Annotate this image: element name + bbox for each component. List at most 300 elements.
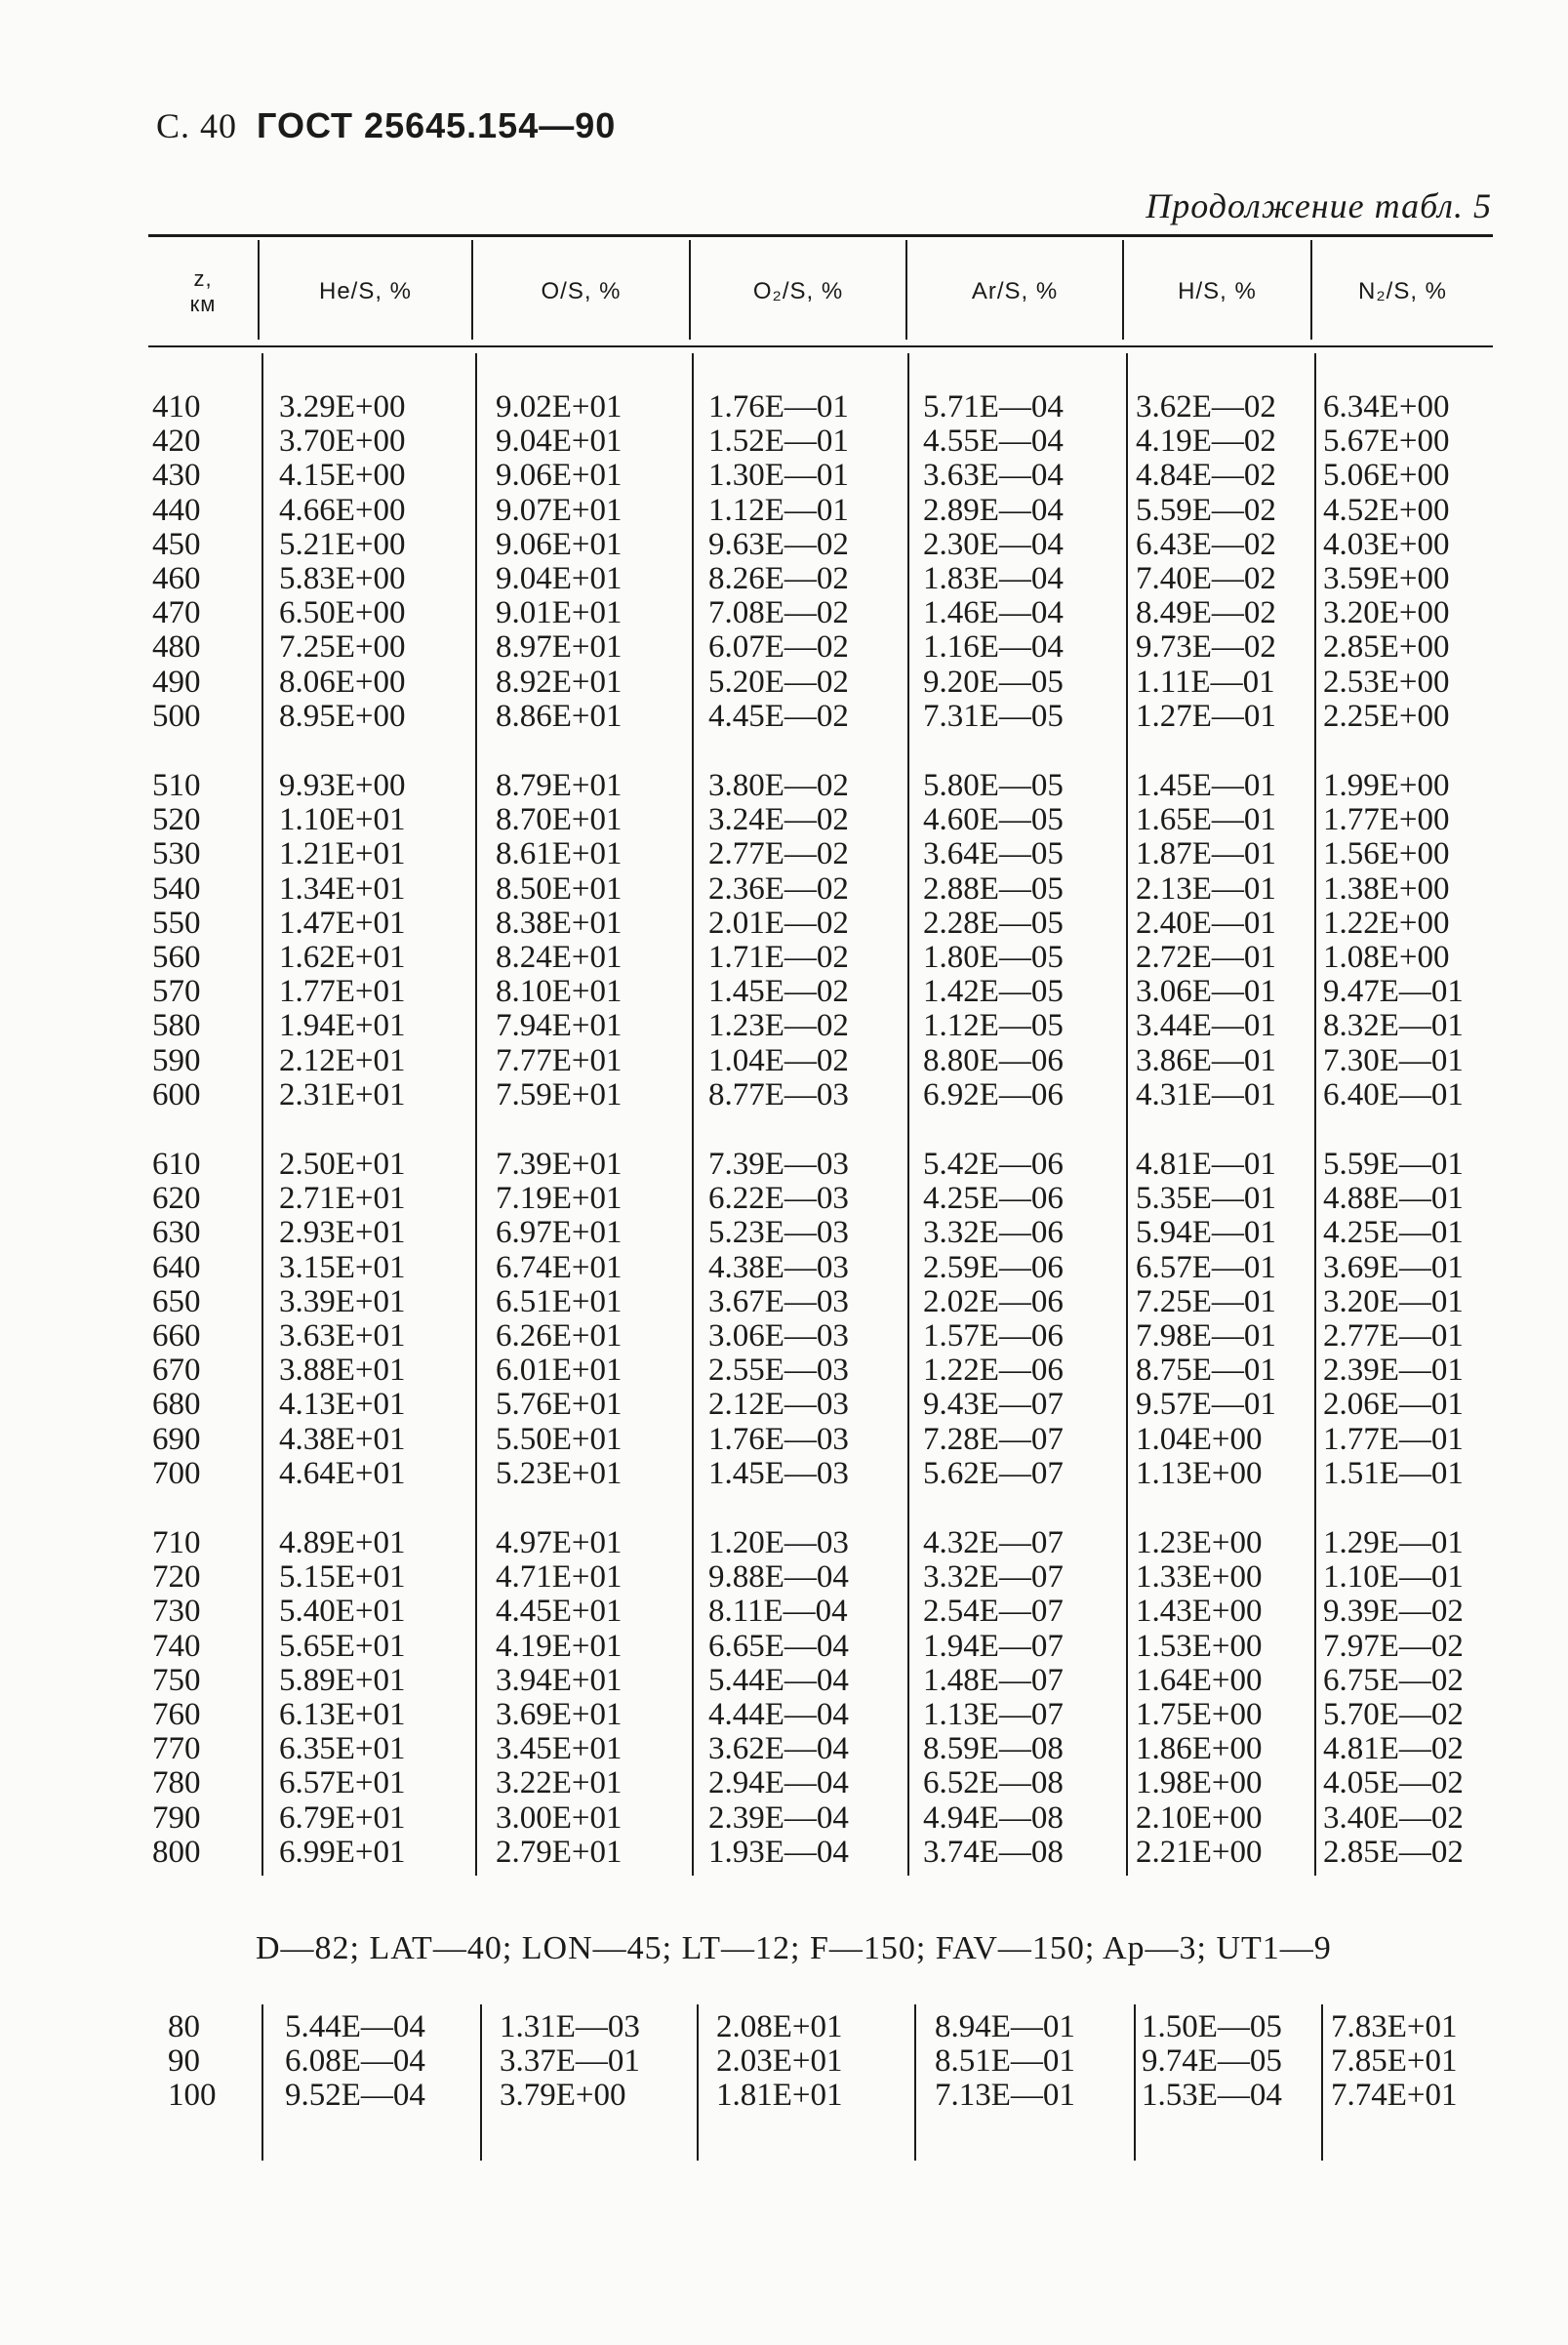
value-cell: 5.50E+01 (496, 1421, 623, 1457)
value-cell: 7.08E—02 (708, 595, 849, 631)
value-cell: 1.22E+00 (1323, 905, 1450, 941)
value-cell: 4.84E—02 (1136, 458, 1276, 494)
value-cell: 5.70E—02 (1323, 1697, 1464, 1732)
value-cell: 8.32E—01 (1323, 1008, 1464, 1044)
value-cell: 7.40E—02 (1136, 561, 1276, 596)
value-cell: 6.97E+01 (496, 1215, 623, 1251)
value-cell: 8.26E—02 (708, 561, 849, 596)
value-cell: 8.24E+01 (496, 940, 623, 975)
value-cell: 1.62E+01 (279, 940, 406, 975)
value-cell: 1.77E+01 (279, 974, 406, 1010)
value-cell: 3.79E+00 (500, 2078, 626, 2113)
value-cell: 3.44E—01 (1136, 1008, 1276, 1044)
altitude-cell: 730 (152, 1594, 201, 1630)
altitude-cell: 520 (152, 802, 201, 838)
value-cell: 2.13E—01 (1136, 870, 1276, 907)
altitude-cell: 720 (152, 1559, 201, 1596)
value-cell: 3.06E—01 (1136, 974, 1276, 1010)
altitude-cell: 100 (168, 2078, 217, 2113)
value-cell: 2.39E—01 (1323, 1353, 1464, 1389)
value-cell: 1.30E—01 (708, 458, 849, 494)
value-cell: 7.74E+01 (1331, 2078, 1458, 2113)
value-cell: 8.94E—01 (935, 2009, 1075, 2044)
value-cell: 9.06E+01 (496, 458, 623, 494)
value-cell: 3.40E—02 (1323, 1799, 1464, 1836)
value-cell: 6.75E—02 (1323, 1662, 1464, 1698)
table-row (0, 907, 1568, 941)
value-cell: 8.59E—08 (923, 1731, 1064, 1767)
value-cell: 5.42E—06 (923, 1147, 1064, 1182)
value-cell: 2.08E+01 (716, 2009, 843, 2044)
table-row (0, 1801, 1568, 1836)
altitude-cell: 550 (152, 905, 201, 941)
altitude-cell: 650 (152, 1283, 201, 1319)
value-cell: 7.25E—01 (1136, 1283, 1276, 1319)
value-cell: 5.44E—04 (708, 1662, 849, 1698)
value-cell: 3.94E+01 (496, 1662, 623, 1698)
value-cell: 3.37E—01 (500, 2043, 640, 2079)
value-cell: 1.27E—01 (1136, 698, 1276, 734)
value-cell: 9.06E+01 (496, 526, 623, 562)
value-cell: 4.44E—04 (708, 1697, 849, 1732)
value-cell: 5.23E—03 (708, 1215, 849, 1251)
value-cell: 2.36E—02 (708, 870, 849, 907)
value-cell: 5.71E—04 (923, 389, 1064, 425)
value-cell: 7.77E+01 (496, 1042, 623, 1078)
value-cell: 3.74E—08 (923, 1834, 1064, 1870)
value-cell: 9.88E—04 (708, 1559, 849, 1596)
value-cell: 6.34E+00 (1323, 389, 1450, 425)
value-cell: 8.77E—03 (708, 1076, 849, 1112)
value-cell: 3.32E—07 (923, 1559, 1064, 1596)
value-cell: 6.92E—06 (923, 1076, 1064, 1112)
value-cell: 2.12E—03 (708, 1387, 849, 1423)
altitude-cell: 490 (152, 664, 201, 700)
value-cell: 4.81E—02 (1323, 1731, 1464, 1767)
value-cell: 1.23E+00 (1136, 1525, 1263, 1560)
value-cell: 1.52E—01 (708, 424, 849, 460)
value-cell: 2.88E—05 (923, 870, 1064, 907)
value-cell: 1.94E—07 (923, 1628, 1064, 1664)
value-cell: 3.06E—03 (708, 1318, 849, 1354)
value-cell: 4.97E+01 (496, 1525, 623, 1560)
value-cell: 1.65E—01 (1136, 802, 1276, 838)
value-cell: 3.00E+01 (496, 1799, 623, 1836)
value-cell: 3.86E—01 (1136, 1042, 1276, 1078)
value-cell: 7.25E+00 (279, 629, 406, 666)
altitude-cell: 620 (152, 1181, 201, 1217)
value-cell: 5.15E+01 (279, 1559, 406, 1596)
value-cell: 6.57E—01 (1136, 1249, 1276, 1285)
altitude-cell: 710 (152, 1525, 201, 1560)
value-cell: 1.21E+01 (279, 836, 406, 872)
value-cell: 9.04E+01 (496, 424, 623, 460)
altitude-cell: 430 (152, 458, 201, 494)
value-cell: 3.69E+01 (496, 1697, 623, 1732)
altitude-cell: 760 (152, 1697, 201, 1732)
value-cell: 1.76E—01 (708, 389, 849, 425)
column-header-he: He/S, % (318, 278, 413, 304)
value-cell: 1.12E—01 (708, 492, 849, 528)
value-cell: 4.45E—02 (708, 698, 849, 734)
value-cell: 7.98E—01 (1136, 1318, 1276, 1354)
value-cell: 7.19E+01 (496, 1181, 623, 1217)
value-cell: 1.45E—03 (708, 1455, 849, 1491)
value-cell: 5.40E+01 (279, 1594, 406, 1630)
value-cell: 1.77E—01 (1323, 1421, 1464, 1457)
value-cell: 2.40E—01 (1136, 905, 1276, 941)
value-cell: 6.07E—02 (708, 629, 849, 666)
table-row (0, 975, 1568, 1009)
value-cell: 7.97E—02 (1323, 1628, 1464, 1664)
value-cell: 4.05E—02 (1323, 1765, 1464, 1801)
value-cell: 1.12E—05 (923, 1008, 1064, 1044)
value-cell: 3.62E—04 (708, 1731, 849, 1767)
value-cell: 1.77E+00 (1323, 802, 1450, 838)
value-cell: 3.80E—02 (708, 768, 849, 803)
value-cell: 4.94E—08 (923, 1799, 1064, 1836)
altitude-cell: 660 (152, 1318, 201, 1354)
value-cell: 6.13E+01 (279, 1697, 406, 1732)
value-cell: 6.74E+01 (496, 1249, 623, 1285)
value-cell: 6.79E+01 (279, 1799, 406, 1836)
value-cell: 2.02E—06 (923, 1283, 1064, 1319)
table-row (0, 2010, 1568, 2044)
value-cell: 4.38E+01 (279, 1421, 406, 1457)
table-row (0, 1664, 1568, 1698)
value-cell: 5.65E+01 (279, 1628, 406, 1664)
value-cell: 4.38E—03 (708, 1249, 849, 1285)
value-cell: 5.62E—07 (923, 1455, 1064, 1491)
value-cell: 2.25E+00 (1323, 698, 1450, 734)
value-cell: 4.81E—01 (1136, 1147, 1276, 1182)
value-cell: 1.93E—04 (708, 1834, 849, 1870)
value-cell: 7.30E—01 (1323, 1042, 1464, 1078)
value-cell: 9.39E—02 (1323, 1594, 1464, 1630)
value-cell: 1.38E+00 (1323, 870, 1450, 907)
value-cell: 8.70E+01 (496, 802, 623, 838)
value-cell: 1.20E—03 (708, 1525, 849, 1560)
continuation-caption: Продолжение табл. 5 (1146, 186, 1492, 225)
value-cell: 3.63E+01 (279, 1318, 406, 1354)
value-cell: 7.59E+01 (496, 1076, 623, 1112)
value-cell: 9.43E—07 (923, 1387, 1064, 1423)
value-cell: 3.59E+00 (1323, 561, 1450, 596)
value-cell: 3.63E—04 (923, 458, 1064, 494)
value-cell: 1.53E—04 (1142, 2078, 1282, 2113)
value-cell: 1.43E+00 (1136, 1594, 1263, 1630)
altitude-cell: 80 (168, 2009, 200, 2044)
value-cell: 7.13E—01 (935, 2078, 1075, 2113)
value-cell: 3.29E+00 (279, 389, 406, 425)
value-cell: 1.13E+00 (1136, 1455, 1263, 1491)
altitude-cell: 680 (152, 1387, 201, 1423)
altitude-cell: 740 (152, 1628, 201, 1664)
table-row (0, 1526, 1568, 1560)
table-row (0, 1595, 1568, 1629)
table-row (0, 562, 1568, 596)
altitude-cell: 570 (152, 974, 201, 1010)
value-cell: 4.15E+00 (279, 458, 406, 494)
table-row (0, 1698, 1568, 1732)
value-cell: 4.19E+01 (496, 1628, 623, 1664)
table-row (0, 1009, 1568, 1043)
page-number: С. 40 (156, 106, 238, 145)
altitude-cell: 450 (152, 526, 201, 562)
value-cell: 7.39E—03 (708, 1147, 849, 1182)
value-cell: 8.50E+01 (496, 870, 623, 907)
value-cell: 4.03E+00 (1323, 526, 1450, 562)
value-cell: 7.83E+01 (1331, 2009, 1458, 2044)
value-cell: 2.93E+01 (279, 1215, 406, 1251)
table-row (0, 1354, 1568, 1388)
value-cell: 7.94E+01 (496, 1008, 623, 1044)
value-cell: 1.29E—01 (1323, 1525, 1464, 1560)
value-cell: 4.45E+01 (496, 1594, 623, 1630)
value-cell: 5.06E+00 (1323, 458, 1450, 494)
value-cell: 1.56E+00 (1323, 836, 1450, 872)
value-cell: 9.04E+01 (496, 561, 623, 596)
value-cell: 9.93E+00 (279, 768, 406, 803)
table-row (0, 390, 1568, 425)
column-header-o: O/S, % (541, 278, 622, 304)
value-cell: 8.61E+01 (496, 836, 623, 872)
value-cell: 8.38E+01 (496, 905, 623, 941)
value-cell: 9.57E—01 (1136, 1387, 1276, 1423)
altitude-cell: 410 (152, 389, 201, 425)
value-cell: 1.87E—01 (1136, 836, 1276, 872)
table-row (0, 1319, 1568, 1354)
table-row (0, 769, 1568, 803)
value-cell: 5.23E+01 (496, 1455, 623, 1491)
table-row (0, 1423, 1568, 1457)
value-cell: 5.89E+01 (279, 1662, 406, 1698)
table-header-rule (148, 345, 1493, 347)
value-cell: 6.35E+01 (279, 1731, 406, 1767)
value-cell: 1.34E+01 (279, 870, 406, 907)
table-row (0, 1182, 1568, 1216)
value-cell: 8.92E+01 (496, 664, 623, 700)
value-cell: 2.28E—05 (923, 905, 1064, 941)
table-row (0, 872, 1568, 907)
value-cell: 1.45E—02 (708, 974, 849, 1010)
value-cell: 1.31E—03 (500, 2009, 640, 2044)
value-cell: 6.08E—04 (285, 2043, 425, 2079)
value-cell: 9.20E—05 (923, 664, 1064, 700)
value-cell: 2.39E—04 (708, 1799, 849, 1836)
table-row (0, 596, 1568, 630)
altitude-cell: 510 (152, 768, 201, 803)
column-header-altitude: z, км (189, 266, 217, 316)
table-row (0, 1044, 1568, 1078)
altitude-cell: 420 (152, 424, 201, 460)
value-cell: 7.85E+01 (1331, 2043, 1458, 2079)
value-cell: 2.54E—07 (923, 1594, 1064, 1630)
value-cell: 8.06E+00 (279, 664, 406, 700)
table-row (0, 528, 1568, 562)
value-cell: 3.67E—03 (708, 1283, 849, 1319)
value-cell: 9.01E+01 (496, 595, 623, 631)
value-cell: 2.06E—01 (1323, 1387, 1464, 1423)
altitude-cell: 560 (152, 940, 201, 975)
page-header (156, 105, 616, 146)
altitude-cell: 790 (152, 1799, 201, 1836)
value-cell: 2.85E—02 (1323, 1834, 1464, 1870)
value-cell: 2.01E—02 (708, 905, 849, 941)
value-cell: 3.45E+01 (496, 1731, 623, 1767)
value-cell: 1.99E+00 (1323, 768, 1450, 803)
table-row (0, 494, 1568, 528)
value-cell: 1.10E+01 (279, 802, 406, 838)
value-cell: 3.20E—01 (1323, 1283, 1464, 1319)
table-row (0, 2044, 1568, 2079)
value-cell: 3.24E—02 (708, 802, 849, 838)
altitude-cell: 610 (152, 1147, 201, 1182)
altitude-cell: 670 (152, 1353, 201, 1389)
value-cell: 3.22E+01 (496, 1765, 623, 1801)
altitude-cell: 530 (152, 836, 201, 872)
altitude-cell: 800 (152, 1834, 201, 1870)
altitude-cell: 500 (152, 698, 201, 734)
altitude-cell: 90 (168, 2043, 200, 2079)
value-cell: 6.43E—02 (1136, 526, 1276, 562)
altitude-cell: 700 (152, 1455, 201, 1491)
value-cell: 4.52E+00 (1323, 492, 1450, 528)
value-cell: 1.16E—04 (923, 629, 1064, 666)
value-cell: 2.31E+01 (279, 1076, 406, 1112)
value-cell: 6.26E+01 (496, 1318, 623, 1354)
value-cell: 4.25E—06 (923, 1181, 1064, 1217)
value-cell: 6.40E—01 (1323, 1076, 1464, 1112)
value-cell: 1.22E—06 (923, 1353, 1064, 1389)
value-cell: 1.11E—01 (1136, 664, 1275, 700)
value-cell: 5.59E—02 (1136, 492, 1276, 528)
value-cell: 5.94E—01 (1136, 1215, 1276, 1251)
value-cell: 1.45E—01 (1136, 768, 1276, 803)
value-cell: 1.75E+00 (1136, 1697, 1263, 1732)
value-cell: 6.22E—03 (708, 1181, 849, 1217)
altitude-cell: 440 (152, 492, 201, 528)
value-cell: 3.62E—02 (1136, 389, 1276, 425)
value-cell: 6.65E—04 (708, 1628, 849, 1664)
value-cell: 6.99E+01 (279, 1834, 406, 1870)
value-cell: 1.80E—05 (923, 940, 1064, 975)
value-cell: 1.64E+00 (1136, 1662, 1263, 1698)
value-cell: 3.64E—05 (923, 836, 1064, 872)
value-cell: 3.88E+01 (279, 1353, 406, 1389)
value-cell: 5.35E—01 (1136, 1181, 1276, 1217)
value-cell: 6.57E+01 (279, 1765, 406, 1801)
value-cell: 1.48E—07 (923, 1662, 1064, 1698)
table-row (0, 630, 1568, 665)
altitude-cell: 690 (152, 1421, 201, 1457)
table-row (0, 1251, 1568, 1285)
value-cell: 9.52E—04 (285, 2078, 425, 2113)
table-row (0, 2079, 1568, 2113)
value-cell: 1.04E—02 (708, 1042, 849, 1078)
value-cell: 4.89E+01 (279, 1525, 406, 1560)
value-cell: 4.55E—04 (923, 424, 1064, 460)
value-cell: 1.50E—05 (1142, 2009, 1282, 2044)
table-row (0, 1078, 1568, 1112)
value-cell: 2.21E+00 (1136, 1834, 1263, 1870)
value-cell: 8.75E—01 (1136, 1353, 1276, 1389)
table-row (0, 666, 1568, 700)
table-row (0, 1630, 1568, 1664)
altitude-cell: 540 (152, 870, 201, 907)
table-row (0, 700, 1568, 734)
value-cell: 1.23E—02 (708, 1008, 849, 1044)
altitude-cell: 750 (152, 1662, 201, 1698)
altitude-cell: 460 (152, 561, 201, 596)
value-cell: 1.10E—01 (1323, 1559, 1464, 1596)
value-cell: 8.51E—01 (935, 2043, 1075, 2079)
value-cell: 6.50E+00 (279, 595, 406, 631)
value-cell: 2.72E—01 (1136, 940, 1276, 975)
table-row (0, 837, 1568, 871)
value-cell: 4.32E—07 (923, 1525, 1064, 1560)
value-cell: 4.71E+01 (496, 1559, 623, 1596)
value-cell: 7.39E+01 (496, 1147, 623, 1182)
value-cell: 5.83E+00 (279, 561, 406, 596)
value-cell: 9.73E—02 (1136, 629, 1276, 666)
value-cell: 1.81E+01 (716, 2078, 843, 2113)
value-cell: 7.31E—05 (923, 698, 1064, 734)
value-cell: 2.77E—02 (708, 836, 849, 872)
altitude-cell: 590 (152, 1042, 201, 1078)
value-cell: 5.21E+00 (279, 526, 406, 562)
value-cell: 2.89E—04 (923, 492, 1064, 528)
value-cell: 8.95E+00 (279, 698, 406, 734)
column-header-ar: Ar/S, % (971, 278, 1059, 304)
value-cell: 2.50E+01 (279, 1147, 406, 1182)
column-header-n2: N₂/S, % (1358, 278, 1447, 304)
value-cell: 2.85E+00 (1323, 629, 1450, 666)
value-cell: 4.66E+00 (279, 492, 406, 528)
altitude-cell: 630 (152, 1215, 201, 1251)
value-cell: 4.19E—02 (1136, 424, 1276, 460)
table-row (0, 803, 1568, 837)
value-cell: 9.07E+01 (496, 492, 623, 528)
value-cell: 2.53E+00 (1323, 664, 1450, 700)
value-cell: 9.74E—05 (1142, 2043, 1282, 2079)
value-cell: 3.70E+00 (279, 424, 406, 460)
value-cell: 2.10E+00 (1136, 1799, 1263, 1836)
value-cell: 2.77E—01 (1323, 1318, 1464, 1354)
value-cell: 8.86E+01 (496, 698, 623, 734)
value-cell: 2.12E+01 (279, 1042, 406, 1078)
value-cell: 8.97E+01 (496, 629, 623, 666)
table-row (0, 425, 1568, 459)
value-cell: 6.52E—08 (923, 1765, 1064, 1801)
altitude-cell: 600 (152, 1076, 201, 1112)
value-cell: 8.11E—04 (708, 1594, 848, 1630)
value-cell: 5.20E—02 (708, 664, 849, 700)
value-cell: 5.59E—01 (1323, 1147, 1464, 1182)
value-cell: 4.64E+01 (279, 1455, 406, 1491)
value-cell: 7.28E—07 (923, 1421, 1064, 1457)
value-cell: 8.49E—02 (1136, 595, 1276, 631)
table-row (0, 941, 1568, 975)
value-cell: 1.51E—01 (1323, 1455, 1464, 1491)
table-row (0, 1457, 1568, 1491)
table-top-rule (148, 234, 1493, 237)
value-cell: 1.04E+00 (1136, 1421, 1263, 1457)
value-cell: 1.46E—04 (923, 595, 1064, 631)
value-cell: 6.01E+01 (496, 1353, 623, 1389)
table-row (0, 1148, 1568, 1182)
value-cell: 5.76E+01 (496, 1387, 623, 1423)
